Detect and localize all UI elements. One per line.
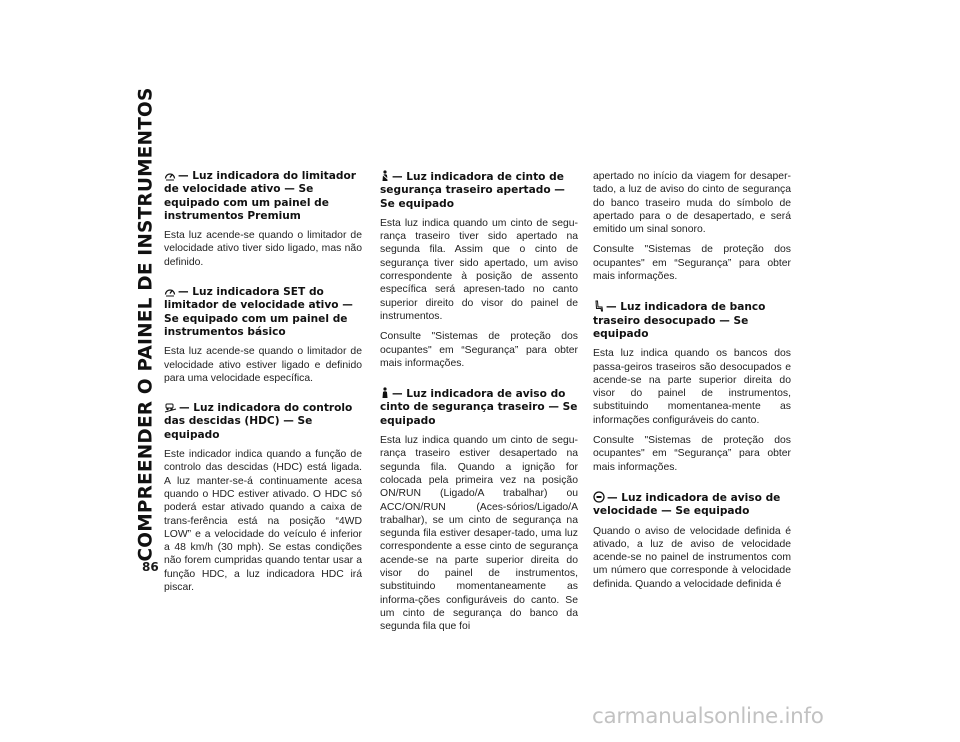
heading-rear-belt-warning: — Luz indicadora de aviso do cinto de segurança traseiro — Se equipado [380,388,578,427]
rear-seatbelt-fastened-icon [380,170,390,182]
paragraph: Consulte "Sistemas de proteção dos ocupantes" em “Segurança” para obter mais informações. [380,331,578,369]
paragraph: Esta luz indica quando um cinto de segu-rança traseiro tiver sido apertado na segunda fila. Assim que o cinto de segurança tiver sido apertado, um aviso correspondente à posição de assento específica será apresen-tado no canto superior direito do visor do painel de instrumentos. [380,217,578,322]
paragraph: apertado no início da viagem for desaper-tado, a luz de aviso do cinto de segurança do banco traseiro muda do símbolo de apertado para o de desapertado, e será emitido um sinal sonoro. [593,171,791,236]
paragraph: Quando o aviso de velocidade definida é ativado, a luz de aviso de velocidade acende-se no painel de instrumentos com um número que corresponde à velocidade definida. Quando a velocidade definida é [593,525,791,590]
heading-hdc: — Luz indicadora do controlo das descidas (HDC) — Se equipado [164,402,353,441]
chapter-title-text: COMPREENDER O PAINEL DE INSTRUMENTOS [135,87,157,561]
chapter-side-title [128,87,164,561]
heading-speed-limiter-premium: — Luz indicadora do limitador de velocidade ativo — Se equipado com um painel de instrumentos Premium [164,170,356,222]
column-2 [380,170,578,641]
paragraph: Esta luz indica quando os bancos dos passa-geiros traseiros são desocupados e acende-se na parte superior direita do visor do painel de instrumentos, substituindo momentanea-mente as informações configuráveis do canto. [593,348,791,426]
watermark: carmanualsonline.info [592,704,824,729]
column-3 [593,170,791,598]
paragraph: Este indicador indica quando a função de controlo das descidas (HDC) está ligada. A luz manter-se-á continuamente acesa quando o HDC estiver ativado. O HDC só poderá estar ativado quando a caixa de trans-ferência está na posição “4WD LOW” e a velocidade do veículo é inferior a 48 km/h (30 mph). Se estas condições não forem cumpridas quando tentar usar a função HDC, a luz indicadora HDC irá piscar. [164,449,362,594]
speed-limiter-set-icon [164,286,176,297]
heading-rear-seat-unoccupied: — Luz indicadora de banco traseiro desocupado — Se equipado [593,301,766,340]
rear-seatbelt-unfastened-icon [380,387,390,399]
heading-rear-belt-fastened: — Luz indicadora de cinto de segurança traseiro apertado — Se equipado [380,171,565,210]
paragraph: Esta luz indica quando um cinto de segu-rança traseiro estiver desapertado na segunda fila. Quando a ignição for colocada pela primeira vez na posição ON/RUN (Ligado/A trabalhar) ou ACC/ON/RUN (Aces-sórios/Ligado/A trabalhar), se um cinto de segurança na segunda fila estiver desaper-tado, uma luz correspondente a esse cinto de segurança acende-se na parte superior direita do visor do painel de instrumentos, substituindo momentaneamente as informa-ções configuráveis do canto. Se um cinto de segurança do banco da segunda fila que foi [380,435,578,633]
heading-speed-limiter-basic: — Luz indicadora SET do limitador de velocidade ativo — Se equipado com um painel de instrumentos básico [164,286,353,338]
paragraph: Esta luz acende-se quando o limitador de velocidade ativo tiver sido ligado, mas não definido. [164,230,362,268]
speed-warning-icon [593,491,605,503]
hill-descent-icon [164,402,177,413]
paragraph: Consulte "Sistemas de proteção dos ocupantes" em “Segurança” para obter mais informações. [593,244,791,283]
speed-limiter-icon [164,170,176,181]
page-number: 86 [142,560,159,574]
heading-speed-warning: — Luz indicadora de aviso de velocidade — Se equipado [593,491,781,518]
rear-seat-unoccupied-icon [593,300,604,312]
column-1 [164,170,362,601]
paragraph: Esta luz acende-se quando o limitador de velocidade ativo estiver ligado e definido para uma velocidade específica. [164,346,362,384]
paragraph: Consulte "Sistemas de proteção dos ocupantes" em “Segurança” para obter mais informações. [593,435,791,473]
